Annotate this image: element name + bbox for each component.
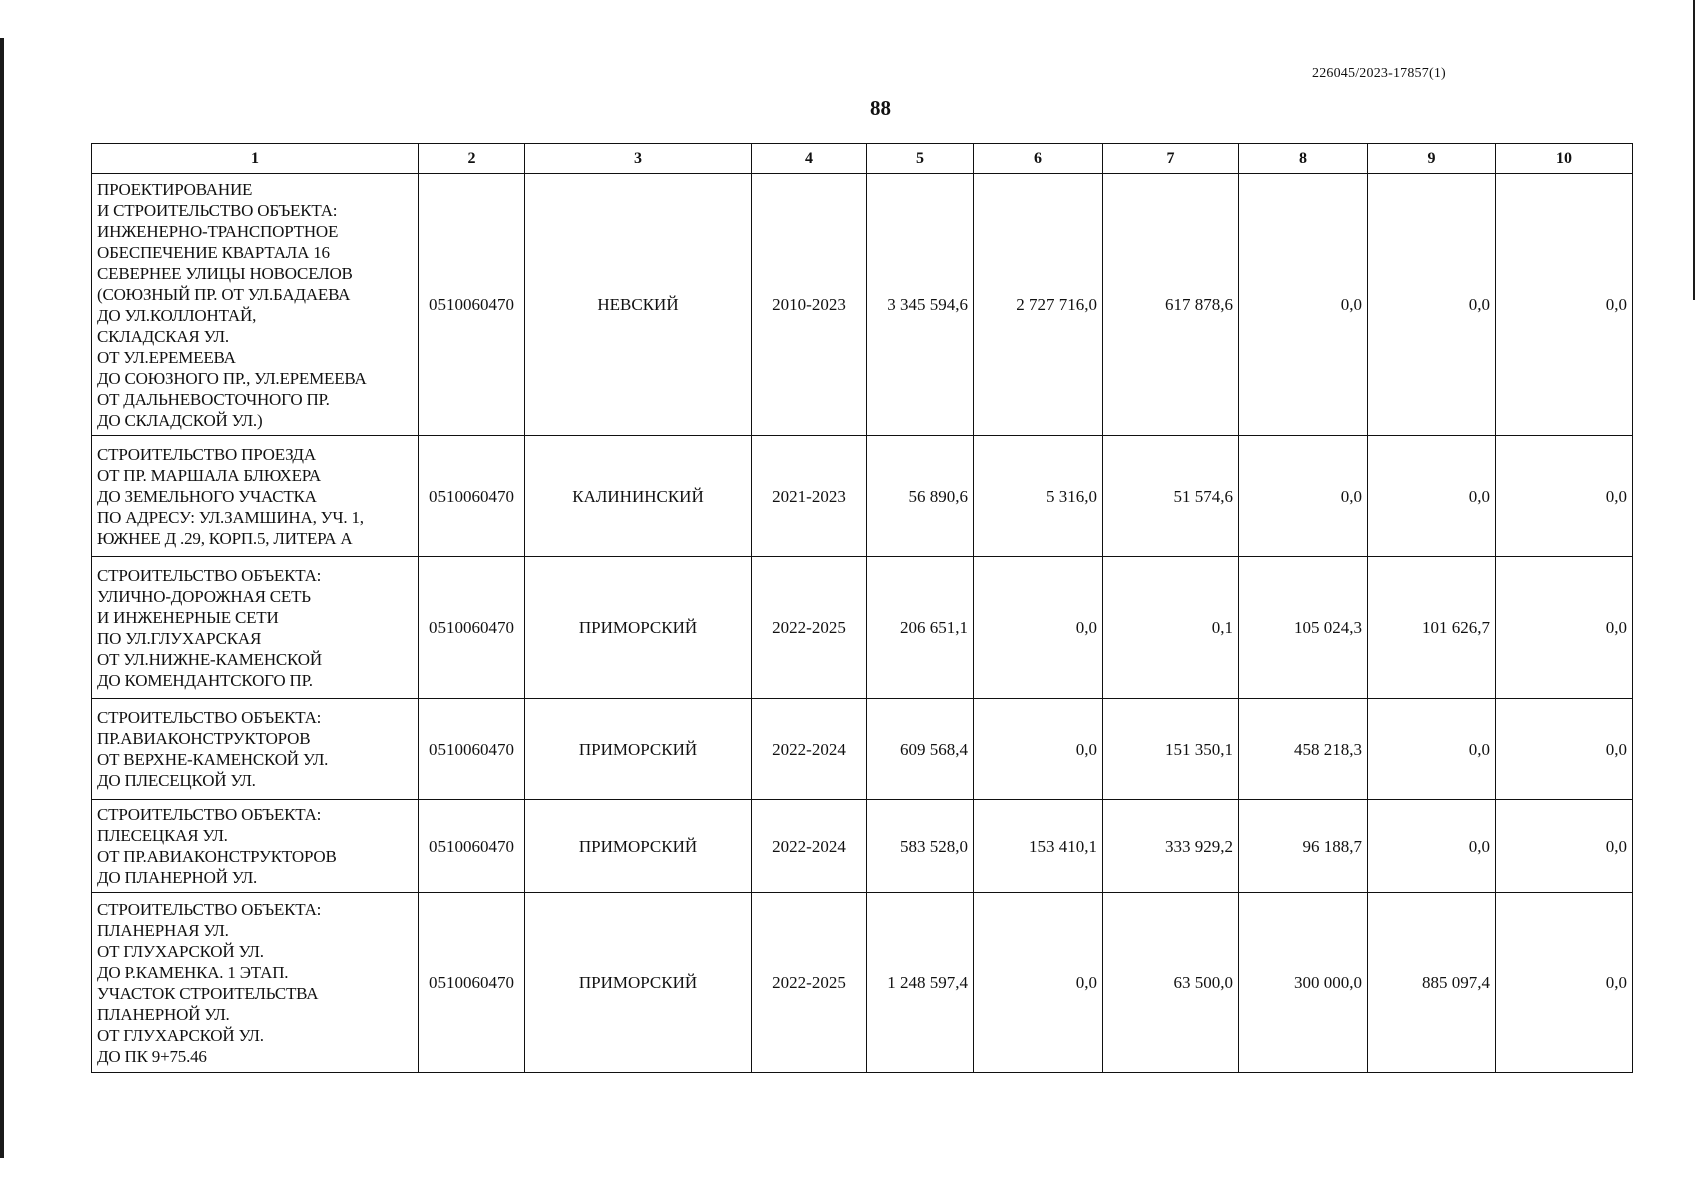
object-name-line: (СОЮЗНЫЙ ПР. ОТ УЛ.БАДАЕВА [97,284,351,304]
amount-cell-col9: 885 097,4 [1368,893,1496,1073]
amount-cell-col10: 0,0 [1496,174,1633,436]
column-header: 6 [974,144,1103,174]
period-cell: 2010-2023 [752,174,867,436]
object-name-line: ПЛАНЕРНОЙ УЛ. [97,1004,230,1024]
amount-cell-col8: 0,0 [1239,174,1368,436]
budget-code-cell: 0510060470 [419,800,525,893]
object-name-line: ПО АДРЕСУ: УЛ.ЗАМШИНА, УЧ. 1, [97,507,364,527]
object-name-line: ДО СКЛАДСКОЙ УЛ.) [97,410,263,430]
object-name-line: УЧАСТОК СТРОИТЕЛЬСТВА [97,983,319,1003]
header-row [92,144,1633,174]
object-name-line: ПЛАНЕРНАЯ УЛ. [97,920,229,940]
amount-cell-col7: 617 878,6 [1103,174,1239,436]
amount-cell-col10: 0,0 [1496,800,1633,893]
amount-cell-col8: 458 218,3 [1239,699,1368,800]
object-name-cell [92,800,419,893]
column-header: 2 [419,144,525,174]
period-cell: 2022-2025 [752,893,867,1073]
column-header: 7 [1103,144,1239,174]
amount-cell-col6: 0,0 [974,893,1103,1073]
object-name-line: СТРОИТЕЛЬСТВО ОБЪЕКТА: [97,565,322,585]
total-amount-cell: 1 248 597,4 [867,893,974,1073]
object-name-line: И СТРОИТЕЛЬСТВО ОБЪЕКТА: [97,200,338,220]
object-name-line: ИНЖЕНЕРНО-ТРАНСПОРТНОЕ [97,221,339,241]
amount-cell-col7: 63 500,0 [1103,893,1239,1073]
period-cell: 2022-2024 [752,699,867,800]
column-header: 3 [525,144,752,174]
column-header: 5 [867,144,974,174]
amount-cell-col6: 0,0 [974,699,1103,800]
object-name-line: ПЛЕСЕЦКАЯ УЛ. [97,826,228,845]
table-row [92,800,1633,893]
district-cell: НЕВСКИЙ [525,174,752,436]
object-name-line: ПО УЛ.ГЛУХАРСКАЯ [97,628,262,648]
table-body [92,174,1633,1073]
object-name-cell [92,893,419,1073]
amount-cell-col10: 0,0 [1496,893,1633,1073]
district-cell: ПРИМОРСКИЙ [525,800,752,893]
budget-code-cell: 0510060470 [419,174,525,436]
object-name-line: СКЛАДСКАЯ УЛ. [97,326,229,346]
amount-cell-col6: 0,0 [974,557,1103,699]
object-name-line: И ИНЖЕНЕРНЫЕ СЕТИ [97,607,279,627]
object-name-line: СТРОИТЕЛЬСТВО ОБЪЕКТА: [97,805,322,824]
amount-cell-col10: 0,0 [1496,557,1633,699]
period-cell: 2022-2024 [752,800,867,893]
object-name-line: ОБЕСПЕЧЕНИЕ КВАРТАЛА 16 [97,242,330,262]
object-name-line: ОТ ПР. МАРШАЛА БЛЮХЕРА [97,465,321,485]
amount-cell-col9: 0,0 [1368,174,1496,436]
column-header: 4 [752,144,867,174]
object-name-line: ДО Р.КАМЕНКА. 1 ЭТАП. [97,962,289,982]
amount-cell-col7: 0,1 [1103,557,1239,699]
amount-cell-col9: 0,0 [1368,436,1496,557]
object-name-line: ДО ЗЕМЕЛЬНОГО УЧАСТКА [97,486,317,506]
amount-cell-col8: 300 000,0 [1239,893,1368,1073]
amount-cell-col7: 333 929,2 [1103,800,1239,893]
object-name-line: УЛИЧНО-ДОРОЖНАЯ СЕТЬ [97,586,311,606]
table-row [92,699,1633,800]
object-name-line: ЮЖНЕЕ Д .29, КОРП.5, ЛИТЕРА А [97,528,353,548]
object-name-line: ПР.АВИАКОНСТРУКТОРОВ [97,729,311,748]
district-cell: ПРИМОРСКИЙ [525,699,752,800]
district-cell: КАЛИНИНСКИЙ [525,436,752,557]
column-header: 9 [1368,144,1496,174]
amount-cell-col10: 0,0 [1496,699,1633,800]
object-name-line: ДО ПЛАНЕРНОЙ УЛ. [97,868,258,887]
object-name-line: ОТ УЛ.НИЖНЕ-КАМЕНСКОЙ [97,649,322,669]
document-id: 226045/2023-17857(1) [1312,66,1446,81]
period-cell: 2022-2025 [752,557,867,699]
object-name-line: ПРОЕКТИРОВАНИЕ [97,179,253,199]
object-name-line: СТРОИТЕЛЬСТВО ОБЪЕКТА: [97,899,322,919]
object-name-cell [92,174,419,436]
amount-cell-col7: 51 574,6 [1103,436,1239,557]
amount-cell-col9: 0,0 [1368,800,1496,893]
district-cell: ПРИМОРСКИЙ [525,557,752,699]
table-row [92,893,1633,1073]
amount-cell-col7: 151 350,1 [1103,699,1239,800]
object-name-line: ДО ПК 9+75.46 [97,1046,207,1066]
object-name-line: СТРОИТЕЛЬСТВО ОБЪЕКТА: [97,708,322,727]
district-cell: ПРИМОРСКИЙ [525,893,752,1073]
object-name-cell [92,557,419,699]
budget-code-cell: 0510060470 [419,699,525,800]
amount-cell-col6: 2 727 716,0 [974,174,1103,436]
table-row [92,174,1633,436]
object-name-line: ОТ ГЛУХАРСКОЙ УЛ. [97,941,264,961]
object-name-line: СТРОИТЕЛЬСТВО ПРОЕЗДА [97,444,316,464]
column-header: 1 [92,144,419,174]
budget-code-cell: 0510060470 [419,557,525,699]
scan-left-edge [0,38,4,1158]
budget-table [91,143,1633,1073]
amount-cell-col8: 0,0 [1239,436,1368,557]
table-row [92,436,1633,557]
table-row [92,557,1633,699]
total-amount-cell: 206 651,1 [867,557,974,699]
amount-cell-col8: 105 024,3 [1239,557,1368,699]
amount-cell-col6: 153 410,1 [974,800,1103,893]
object-name-line: ДО УЛ.КОЛЛОНТАЙ, [97,305,257,325]
object-name-cell [92,699,419,800]
object-name-line: ОТ ПР.АВИАКОНСТРУКТОРОВ [97,847,337,866]
object-name-line: ОТ ГЛУХАРСКОЙ УЛ. [97,1025,264,1045]
table-header [92,144,1633,174]
amount-cell-col6: 5 316,0 [974,436,1103,557]
budget-code-cell: 0510060470 [419,436,525,557]
total-amount-cell: 3 345 594,6 [867,174,974,436]
column-header: 8 [1239,144,1368,174]
object-name-cell [92,436,419,557]
budget-code-cell: 0510060470 [419,893,525,1073]
object-name-line: ОТ ВЕРХНЕ-КАМЕНСКОЙ УЛ. [97,750,329,769]
amount-cell-col10: 0,0 [1496,436,1633,557]
object-name-line: ДО СОЮЗНОГО ПР., УЛ.ЕРЕМЕЕВА [97,368,367,388]
object-name-line: СЕВЕРНЕЕ УЛИЦЫ НОВОСЕЛОВ [97,263,353,283]
amount-cell-col8: 96 188,7 [1239,800,1368,893]
amount-cell-col9: 0,0 [1368,699,1496,800]
period-cell: 2021-2023 [752,436,867,557]
total-amount-cell: 609 568,4 [867,699,974,800]
object-name-line: ДО ПЛЕСЕЦКОЙ УЛ. [97,771,256,790]
column-header: 10 [1496,144,1633,174]
object-name-line: ОТ УЛ.ЕРЕМЕЕВА [97,347,236,367]
object-name-line: ОТ ДАЛЬНЕВОСТОЧНОГО ПР. [97,389,330,409]
amount-cell-col9: 101 626,7 [1368,557,1496,699]
total-amount-cell: 56 890,6 [867,436,974,557]
object-name-line: ДО КОМЕНДАНТСКОГО ПР. [97,670,313,690]
page-number: 88 [870,96,891,120]
total-amount-cell: 583 528,0 [867,800,974,893]
